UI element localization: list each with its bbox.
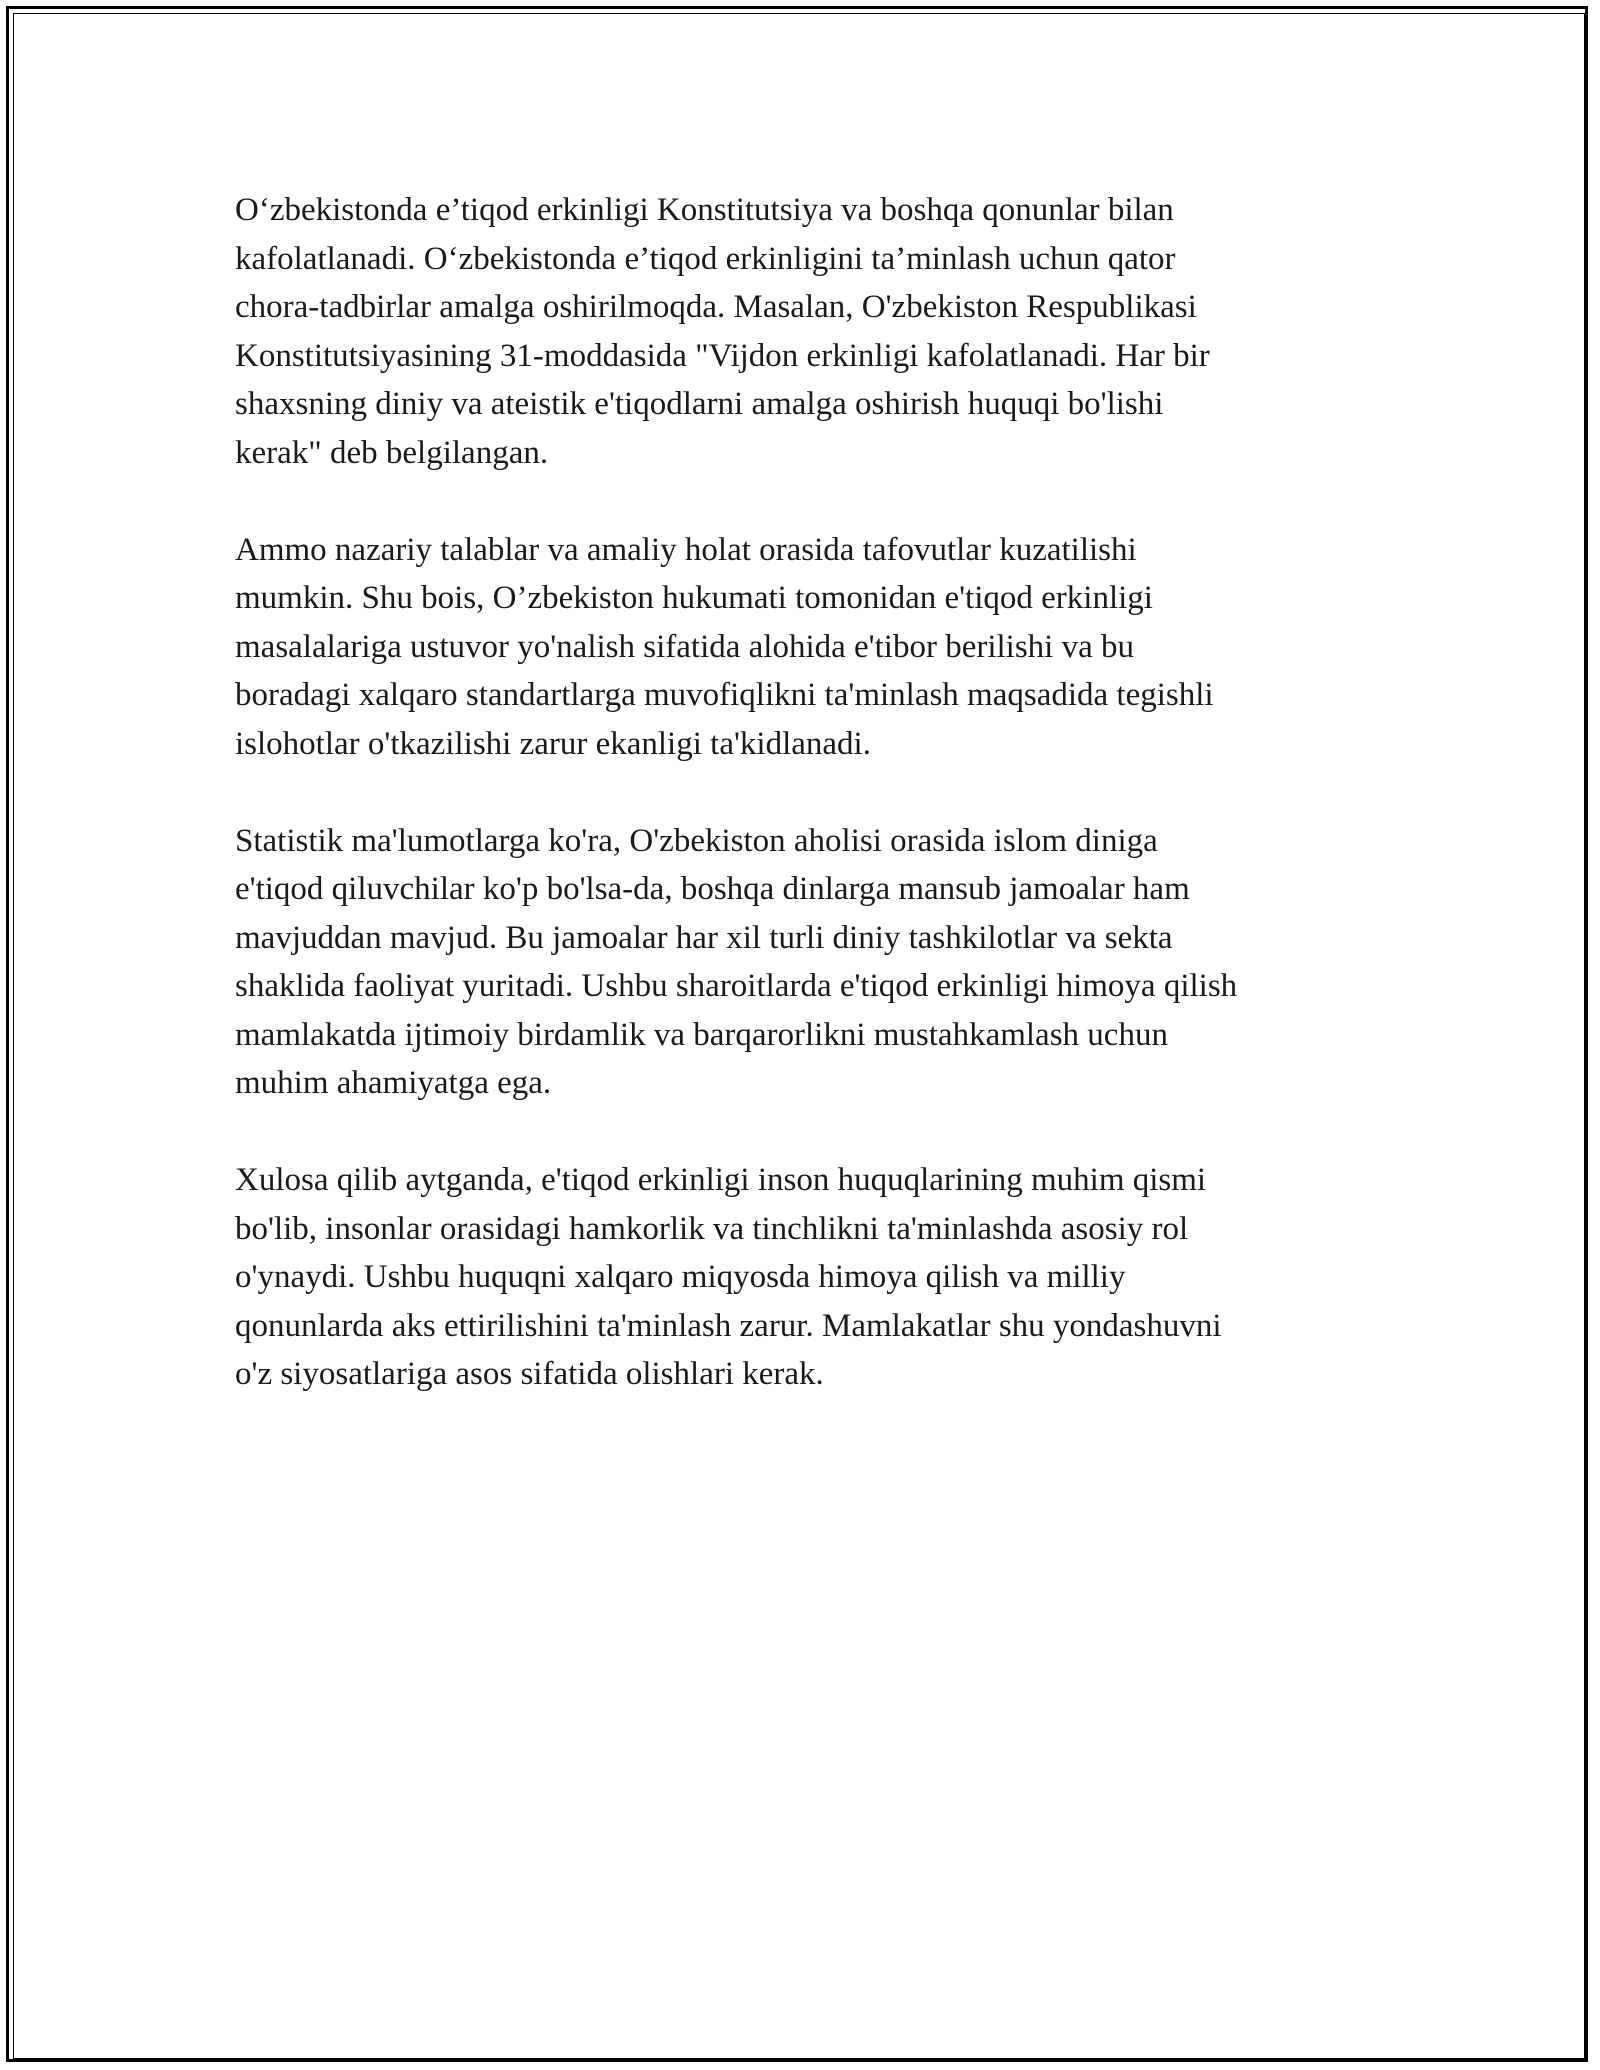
paragraph-statistics: Statistik ma'lumotlarga ko'ra, O'zbekiston aholisi orasida islom diniga e'tiqod qiluvchilar ko'p bo'lsa-da, boshqa dinlarga mansub jamoalar ham mavjuddan mavjud. Bu jamoalar har xil turli diniy tashkilotlar va sekta shaklida faoliyat yuritadi. Ushbu sharoitlarda e'tiqod erkinligi himoya qilish mamlakatda ijtimoiy birdamlik va barqarorlikni mustahkamlash uchun muhim ahamiyatga ega.: [235, 822, 1238, 1101]
paragraph-gaps: Ammo nazariy talablar va amaliy holat orasida tafovutlar kuzatilishi mumkin. Shu bois, O’zbekiston hukumati tomonidan e'tiqod erkinligi masalalariga ustuvor yo'nalish sifatida alohida e'tibor berilishi va bu boradagi xalqaro standartlarga muvofiqlikni ta'minlash maqsadida tegishli islohotlar o'tkazilishi zarur ekanligi ta'kidlanadi.: [235, 531, 1214, 762]
paragraph-conclusion: Xulosa qilib aytganda, e'tiqod erkinligi inson huquqlarining muhim qismi bo'lib, insonlar orasidagi hamkorlik va tinchlikni ta'minlashda asosiy rol o'ynaydi. Ushbu huquqni xalqaro miqyosda himoya qilish va milliy qonunlarda aks ettirilishini ta'minlash zarur. Mamlakatlar shu yondashuvni o'z siyosatlariga asos sifatida olishlari kerak.: [235, 1162, 1222, 1392]
paragraph-constitution: O‘zbekistonda e’tiqod erkinligi Konstitutsiya va boshqa qonunlar bilan kafolatlanadi. O‘zbekistonda e’tiqod erkinligini ta’minlash uchun qator chora-tadbirlar amalga oshirilmoqda. Masalan, O'zbekiston Respublikasi Konstitutsiyasining 31-moddasida "Vijdon erkinligi kafolatlanadi. Har bir shaxsning diniy va ateistik e'tiqodlarni amalga oshirish huquqi bo'lishi kerak" deb belgilangan.: [235, 192, 1210, 471]
document-body: [235, 186, 1365, 1447]
